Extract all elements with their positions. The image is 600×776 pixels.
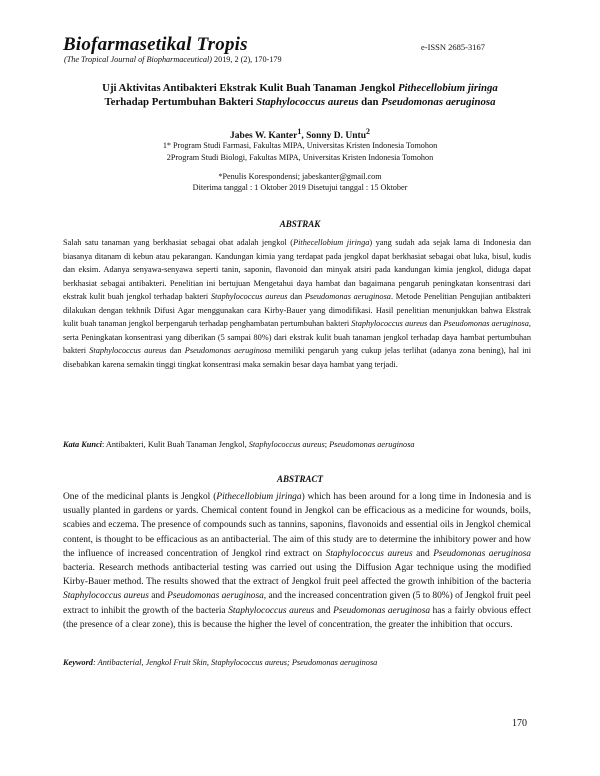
abstract-text-4: bacteria. Research methods antibacterial testing was carried out using the Diffusion Agar technique using the modified Kirby-Bauer method. The results showed that the extract of Jengkol fruit peel affected the growth inhibition of the bacteria — [63, 563, 531, 588]
abstrak-body — [63, 236, 531, 371]
abstrak-text-4: . Metode Penelitian Pengujian antibakteri dilakukan dengan tekhnik Difusi Agar menggunakan cara Kirby-Bauer yang dimodifikasi. Hasil penelitian menunjukkan bahwa Ekstrak kulit buah tanaman jengkol berpengaruh terhadap penghambatan pertumbuhan bakteri — [63, 292, 531, 328]
keyword-label: Keyword — [63, 658, 93, 667]
abstrak-species: Pseudomonas aeruginosa — [443, 319, 529, 328]
title-line1-species: Pithecellobium jiringa — [397, 82, 498, 94]
abstrak-species: Staphylococcus aureus — [351, 319, 428, 328]
abstrak-species: Staphylococcus aureus — [210, 292, 288, 301]
received-dates: Diterima tanggal : 1 Oktober 2019 Disetujui tanggal : 15 Oktober — [192, 183, 408, 192]
abstract-species: Staphylococcus aureus — [228, 605, 315, 616]
kata-kunci — [63, 440, 537, 449]
abstract-species: Staphylococcus aureus — [63, 591, 149, 602]
affiliation-1: 1* Program Studi Farmasi, Fakultas MIPA, Universitas Kristen Indonesia Tomohon — [162, 141, 438, 150]
author-separator: , — [301, 131, 307, 142]
abstrak-text-1: Salah satu tanaman yang berkhasiat sebagai obat adalah jengkol ( — [63, 238, 294, 247]
abstract-species: Pseudomonas aeruginosa — [433, 548, 531, 559]
abstrak-heading: ABSTRAK — [279, 219, 321, 229]
author-2-sup: 2 — [366, 127, 370, 136]
abstrak-text-8: memiliki pengaruh yang cukup jelas terlihat (adanya zona bening), hal ini disebabkan karena semakin tinggi tingkat konsentrasi maka semakin besar daya hambat yang terjadi. — [63, 346, 531, 369]
abstrak-species: Staphylococcus aureus — [89, 346, 167, 355]
kata-kunci-species1: Staphylococcus aureus — [248, 440, 325, 449]
abstract-text-5: and — [148, 591, 168, 602]
kata-kunci-species2: Pseudomonas aeruginosa — [329, 440, 415, 449]
abstract-body — [63, 490, 531, 632]
title-line2-species1: Staphylococcus aureus — [256, 96, 359, 108]
abstrak-text-5: dan — [427, 319, 444, 328]
kata-kunci-sep: ; — [324, 440, 330, 449]
abstract-text-3: and — [412, 548, 434, 559]
abstract-species: Pseudomonas aeruginosa — [333, 605, 431, 616]
journal-subtitle-italic: (The Tropical Journal of Biopharmaceutical) — [64, 55, 212, 64]
authors — [63, 127, 537, 141]
abstract-text-2: ) which has been around for a long time in Indonesia and is usually planted in gardens or yards. Chemical content found in Jengkol can be efficacious as a medicine for wounds, boils, scabies and eczema. The presence of compounds such as tannins, saponins, flavonoids and essential oils in Jengkol chemical content, is thought to be efficacious as an antibacterial. The aim of this study are to determine the inhibitory power and how the influence of increased concentration of Jengkol rind extract on — [63, 492, 532, 559]
journal-name: Biofarmasetikal Tropis — [63, 34, 248, 55]
abstrak-text-6: , serta Peningkatan konsentrasi yang diberikan (5 sampai 80%) dari ekstrak kulit buah tanaman jengkol terhadap daya hambat pertumbuhan bakteri — [63, 319, 531, 355]
author-1-sup: 1 — [297, 127, 302, 136]
page-number: 170 — [512, 718, 527, 729]
kata-kunci-text: : Antibakteri, Kulit Buah Tanaman Jengkol, — [101, 440, 249, 449]
title-line1-prefix: Uji Aktivitas Antibakteri Ekstrak Kulit Buah Tanaman Jengkol — [102, 82, 398, 94]
affiliation-2: 2Program Studi Biologi, Fakultas MIPA, Universitas Kristen Indonesia Tomohon — [166, 153, 434, 162]
abstrak-species: Pseudomonas aeruginosa — [184, 346, 272, 355]
abstract-text-6: , and the increased concentration given (5 to 80%) of Jengkol fruit peel extract to inhibit the growth of the bacteria — [63, 591, 531, 616]
kata-kunci-label: Kata Kunci — [63, 440, 102, 449]
author-2: Sonny D. Untu — [306, 131, 366, 142]
author-1: Jabes W. Kanter — [230, 131, 298, 142]
keyword-text: : Antibacterial, Jengkol Fruit Skin, Staphylococcus aureus; Pseudomonas aeruginosa — [92, 658, 378, 667]
title-line2-and: dan — [358, 96, 382, 108]
title-line2-prefix: Terhadap Pertumbuhan Bakteri — [104, 96, 257, 108]
correspondence-email: *Penulis Korespondensi; jabeskanter@gmail.com — [218, 172, 382, 181]
abstrak-text-3: dan — [287, 292, 305, 301]
abstrak-species: Pseudomonas aeruginosa — [304, 292, 391, 301]
abstract-species: Pithecellobium jiringa — [216, 492, 302, 502]
abstract-text-7: and — [314, 605, 334, 616]
abstrak-text-7: dan — [166, 346, 185, 355]
keyword — [63, 658, 537, 667]
abstract-text-8: has a fairly obvious effect (the presence of a clear zone), this is because the higher the level of concentration, the greater the inhibition that occurs. — [63, 605, 531, 630]
abstract-heading: ABSTRACT — [276, 474, 323, 484]
abstract-species: Pseudomonas aeruginosa — [167, 591, 264, 602]
paper-title — [63, 81, 537, 109]
journal-subtitle — [64, 55, 282, 64]
abstract-text-1: One of the medicinal plants is Jengkol ( — [63, 492, 217, 502]
abstract-species: Staphylococcus aureus — [325, 548, 413, 559]
title-line2-species2: Pseudomonas aeruginosa — [381, 96, 496, 108]
issn: e-ISSN 2685-3167 — [421, 42, 485, 52]
volume-info: 2019, 2 (2), 170-179 — [211, 55, 282, 64]
abstrak-text-2: ) yang sudah ada sejak lama di Indonesia dan biasanya ditanam di kebun atau pekarangan. Kandungan kimia yang terdapat pada jengkol dapat berkhasiat sebagai obat luka, bisul, kudis dan eksim. Adanya senyawa-senyawa seperti tanin, saponin, flavonoid dan minyak atsiri pada kandungan kimia jengkol, diduga dapat berkhasiat sebagai antibakteri. Penelitian ini bertujuan Mengetahui daya hambat dan bagaimana pengaruh peningkatan konsentrasi dari ekstrak kulit buah jengkol terhadap bakteri — [63, 238, 531, 301]
abstrak-species: Pithecellobium jiringa — [293, 238, 370, 247]
